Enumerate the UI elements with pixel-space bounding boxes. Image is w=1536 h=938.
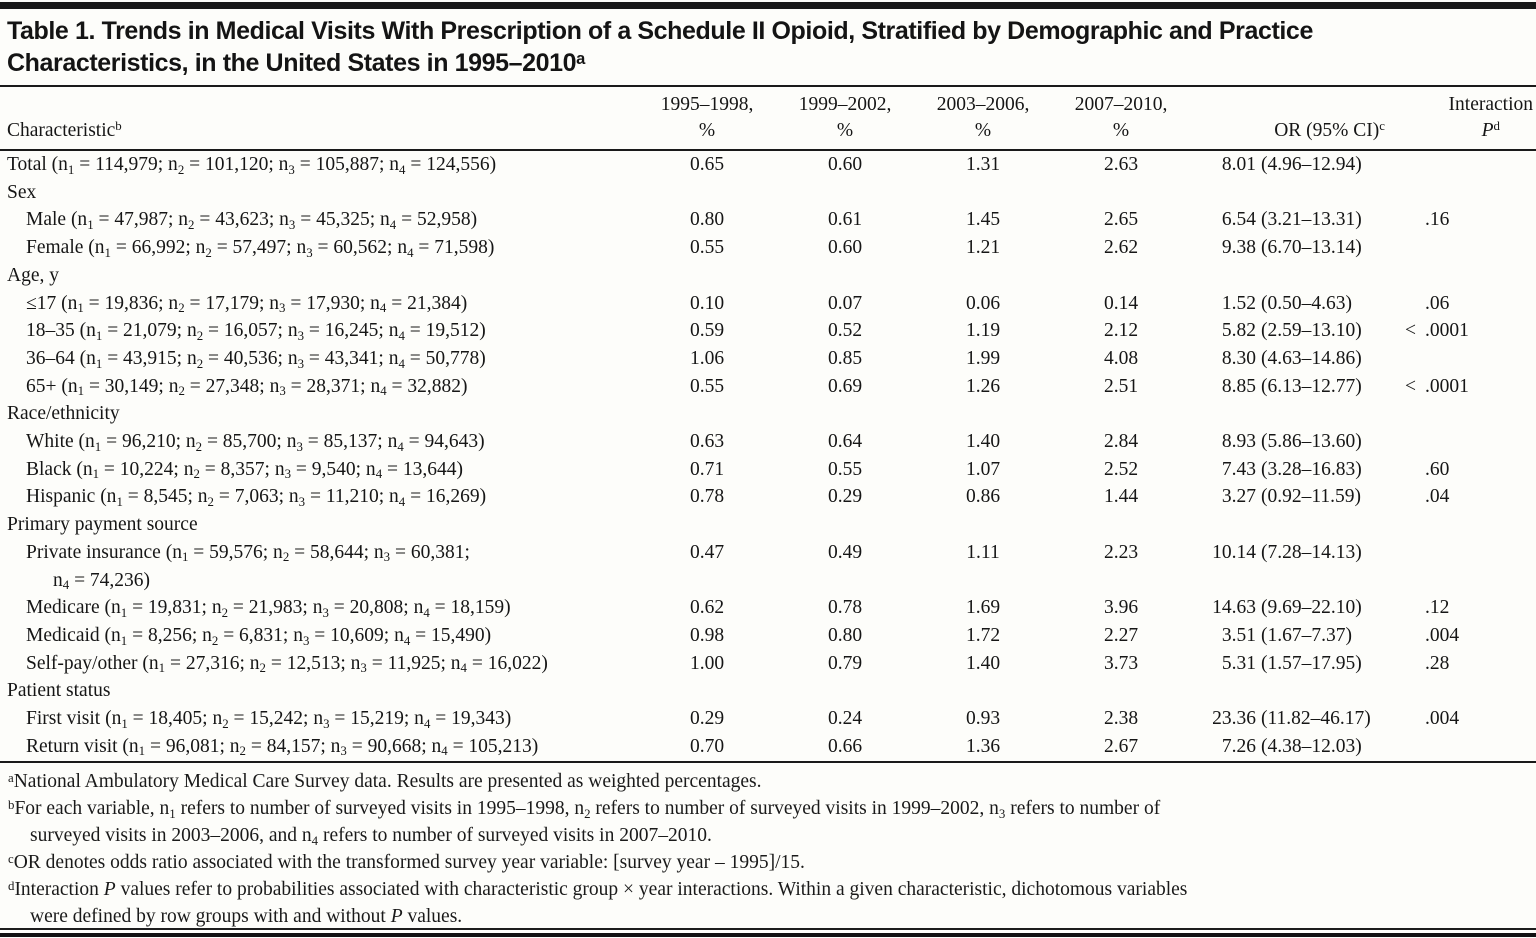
col-header-characteristic: Characteristic$^b$ [0, 87, 638, 150]
cell-period-4-pct: 3.73 [1103, 652, 1139, 674]
table-row [0, 594, 1536, 622]
cell-period-1-pct: 0.65 [689, 154, 725, 175]
cell-period-2-pct: 0.85 [827, 347, 863, 369]
cell-period-3-pct [914, 677, 1052, 705]
cell-period-2-pct: 0.60 [827, 154, 863, 175]
cell-period-3-pct: 0.93 [965, 708, 1001, 730]
cell-or-ci: 8.93 (5.86–13.60) [1221, 431, 1362, 453]
table-row [0, 206, 1536, 234]
row-label: Black ($n_1 = 10,224$; $n_2 = 8,357$; $n_3 = 9,540$; $n_4 = 13,644$) [26, 458, 463, 482]
cell-interaction-p [1397, 677, 1536, 705]
cell-period-4-pct [1052, 400, 1190, 428]
group-label: Sex [7, 181, 37, 203]
cell-period-2-pct: 0.52 [827, 320, 863, 342]
cell-period-2-pct: 0.80 [827, 624, 863, 646]
cell-period-4-pct [1052, 179, 1190, 207]
cell-period-2-pct: 0.24 [827, 708, 863, 730]
cell-period-2-pct [776, 400, 914, 428]
cell-or-ci: 7.26 (4.38–12.03) [1221, 735, 1362, 757]
cell-period-1-pct: 0.78 [689, 486, 725, 508]
table-row [0, 539, 1536, 594]
cell-period-3-pct: 0.86 [965, 486, 1001, 508]
cell-period-1-pct: 0.29 [689, 708, 725, 730]
cell-period-4-pct: 2.63 [1103, 154, 1139, 175]
cell-period-3-pct: 1.72 [965, 624, 1001, 646]
cell-period-2-pct: 0.55 [827, 458, 863, 480]
cell-period-3-pct: 1.69 [965, 597, 1001, 619]
cell-period-4-pct: 2.65 [1103, 209, 1139, 231]
top-rule [0, 2, 1536, 9]
cell-period-2-pct: 0.60 [827, 237, 863, 259]
cell-period-4-pct: 2.67 [1103, 735, 1139, 757]
cell-period-1-pct: 0.55 [689, 375, 725, 397]
cell-period-2-pct: 0.66 [827, 735, 863, 757]
cell-period-3-pct: 1.45 [965, 209, 1001, 231]
col-header-period-3: 2003–2006, % [914, 87, 1052, 150]
cell-period-2-pct: 0.79 [827, 652, 863, 674]
cell-period-4-pct: 2.51 [1103, 375, 1139, 397]
col-header-period-4: 2007–2010, % [1052, 87, 1190, 150]
cell-period-1-pct: 1.06 [689, 347, 725, 369]
table-row [0, 650, 1536, 678]
cell-period-4-pct: 3.96 [1103, 597, 1139, 619]
cell-period-1-pct: 0.59 [689, 320, 725, 342]
cell-period-3-pct: 1.40 [965, 652, 1001, 674]
group-row [0, 677, 1536, 705]
cell-period-2-pct [776, 677, 914, 705]
row-label: Return visit ($n_1 = 96,081$; $n_2 = 84,157$; $n_3 = 90,668$; $n_4 = 105,213$) [26, 735, 539, 759]
cell-period-1-pct [638, 262, 776, 290]
row-label: Medicaid ($n_1 = 8,256$; $n_2 = 6,831$; $n_3 = 10,609$; $n_4 = 15,490$) [26, 624, 492, 648]
cell-period-2-pct: 0.61 [827, 209, 863, 231]
cell-interaction-p: .004 [1425, 708, 1460, 730]
cell-interaction-p [1397, 179, 1536, 207]
group-row [0, 179, 1536, 207]
table-row [0, 345, 1536, 373]
cell-or-ci: 14.63 (9.69–22.10) [1212, 597, 1362, 619]
cell-period-1-pct: 0.70 [689, 735, 725, 757]
bottom-rule [0, 928, 1536, 937]
cell-or-ci: 6.54 (3.21–13.31) [1221, 209, 1362, 231]
group-row [0, 400, 1536, 428]
cell-period-1-pct: 0.55 [689, 237, 725, 259]
row-label: Total ($n_1 = 114,979$; $n_2 = 101,120$; $n_3 = 105,887$; $n_4 = 124,556$) [7, 154, 497, 177]
cell-period-3-pct: 1.21 [965, 237, 1001, 259]
cell-period-1-pct [638, 400, 776, 428]
table-row [0, 234, 1536, 262]
cell-period-2-pct: 0.69 [827, 375, 863, 397]
cell-interaction-p: .004 [1425, 624, 1460, 646]
cell-period-1-pct [638, 511, 776, 539]
cell-or-ci: 8.30 (4.63–14.86) [1221, 347, 1362, 369]
cell-or-ci: 3.51 (1.67–7.37) [1221, 624, 1352, 646]
table-row [0, 428, 1536, 456]
cell-period-3-pct: 1.40 [965, 431, 1001, 453]
row-label: ≤17 ($n_1 = 19,836$; $n_2 = 17,179$; $n_3 = 17,930$; $n_4 = 21,384$) [26, 292, 468, 316]
group-label: Race/ethnicity [7, 403, 120, 425]
cell-period-1-pct: 0.62 [689, 597, 725, 619]
cell-period-4-pct: 2.12 [1103, 320, 1139, 342]
row-label: Self-pay/other ($n_1 = 27,316$; $n_2 = 12,513$; $n_3 = 11,925$; $n_4 = 16,022$) [26, 652, 548, 676]
row-label: 18–35 ($n_1 = 21,079$; $n_2 = 16,057$; $n_3 = 16,245$; $n_4 = 19,512$) [26, 320, 486, 343]
cell-period-1-pct: 0.98 [689, 624, 725, 646]
cell-interaction-p: < .0001 [1405, 375, 1469, 397]
row-label: 36–64 ($n_1 = 43,915$; $n_2 = 40,536$; $n_3 = 43,341$; $n_4 = 50,778$) [26, 347, 486, 371]
cell-period-3-pct: 1.11 [966, 541, 1000, 563]
cell-period-1-pct: 0.80 [689, 209, 725, 231]
table-body [0, 150, 1536, 760]
cell-interaction-p [1397, 150, 1536, 179]
cell-or-ci: 8.01 (4.96–12.94) [1221, 154, 1362, 175]
cell-interaction-p [1397, 234, 1536, 262]
footnote: $^b$For each variable, $n_1$ refers to number of surveyed visits in 1995–1998, $n_2$ refers to number of surveyed visits in 1999–2002, $n_3$ refers to number of surveyed visits in 2003–2006, and $n_4$ refers to number of surveyed visits in 2007–2010. [8, 797, 1161, 849]
table-row [0, 373, 1536, 401]
row-label: Medicare ($n_1 = 19,831$; $n_2 = 21,983$; $n_3 = 20,808$; $n_4 = 18,159$) [26, 597, 511, 620]
table-row [0, 705, 1536, 733]
cell-period-4-pct: 2.27 [1103, 624, 1139, 646]
cell-interaction-p: .06 [1425, 292, 1450, 314]
cell-interaction-p: < .0001 [1405, 320, 1469, 342]
group-label: Age, y [7, 264, 59, 286]
cell-period-3-pct [914, 511, 1052, 539]
table-row [0, 483, 1536, 511]
cell-interaction-p: .60 [1425, 458, 1450, 480]
row-label: Male ($n_1 = 47,987$; $n_2 = 43,623$; $n_3 = 45,325$; $n_4 = 52,958$) [26, 209, 478, 232]
cell-period-4-pct: 1.44 [1103, 486, 1139, 508]
cell-or-ci: 5.82 (2.59–13.10) [1221, 320, 1362, 342]
row-label: Female ($n_1 = 66,992$; $n_2 = 57,497$; $n_3 = 60,562$; $n_4 = 71,598$) [26, 237, 495, 260]
cell-period-2-pct [776, 179, 914, 207]
cell-period-4-pct [1052, 511, 1190, 539]
cell-interaction-p [1397, 733, 1536, 761]
cell-period-3-pct: 0.06 [965, 292, 1001, 314]
row-label: First visit ($n_1 = 18,405$; $n_2 = 15,242$; $n_3 = 15,219$; $n_4 = 19,343$) [26, 708, 512, 731]
cell-period-4-pct: 0.14 [1103, 292, 1139, 314]
cell-or-ci: 10.14 (7.28–14.13) [1212, 541, 1362, 563]
cell-period-3-pct: 1.31 [965, 154, 1001, 175]
footnote: $^a$National Ambulatory Medical Care Survey data. Results are presented as weighted percentages. [8, 770, 762, 793]
group-row [0, 511, 1536, 539]
footnotes [0, 763, 1536, 930]
cell-interaction-p: .28 [1425, 652, 1450, 674]
cell-period-1-pct [638, 179, 776, 207]
cell-or-ci: 8.85 (6.13–12.77) [1221, 375, 1362, 397]
cell-period-3-pct: 1.19 [965, 320, 1001, 342]
table-row [0, 290, 1536, 318]
cell-period-4-pct [1052, 677, 1190, 705]
cell-period-1-pct: 0.47 [689, 541, 725, 563]
data-table [0, 87, 1536, 760]
cell-period-4-pct: 2.84 [1103, 431, 1139, 453]
group-label: Patient status [7, 680, 111, 702]
cell-interaction-p: .04 [1425, 486, 1450, 508]
cell-or-ci: 9.38 (6.70–13.14) [1221, 237, 1362, 259]
row-label: $65+ (n_1 = 30,149$; $n_2 = 27,348$; $n_3 = 28,371$; $n_4 = 32,882$) [26, 375, 468, 399]
cell-or-ci [1190, 179, 1397, 207]
cell-period-2-pct: 0.49 [827, 541, 863, 563]
cell-interaction-p [1397, 400, 1536, 428]
cell-period-3-pct [914, 400, 1052, 428]
cell-period-1-pct: 1.00 [689, 652, 725, 674]
row-label: White ($n_1 = 96,210$; $n_2 = 85,700$; $n_3 = 85,137$; $n_4 = 94,643$) [26, 431, 485, 454]
cell-period-2-pct: 0.07 [827, 292, 863, 314]
cell-period-2-pct: 0.29 [827, 486, 863, 508]
cell-period-3-pct: 1.36 [965, 735, 1001, 757]
cell-or-ci [1190, 262, 1397, 290]
cell-or-ci: 5.31 (1.57–17.95) [1221, 652, 1362, 674]
cell-interaction-p [1397, 539, 1536, 594]
header-row [0, 87, 1536, 150]
cell-interaction-p: .16 [1425, 209, 1450, 231]
cell-period-3-pct: 1.07 [965, 458, 1001, 480]
cell-period-4-pct: 2.38 [1103, 708, 1139, 730]
col-header-period-2: 1999–2002, % [776, 87, 914, 150]
footnote: $^d$Interaction P values refer to probabilities associated with characteristic group × year interactions. Within a given characteristic, dichotomous variables were defined by row groups with and without P values. [8, 878, 1188, 928]
cell-or-ci [1190, 511, 1397, 539]
cell-period-3-pct [914, 262, 1052, 290]
footnote: $^c$OR denotes odds ratio associated with the transformed survey year variable: [survey year – 1995]/15. [8, 851, 805, 874]
table-row [0, 317, 1536, 345]
cell-period-2-pct [776, 511, 914, 539]
cell-period-4-pct: 2.62 [1103, 237, 1139, 259]
cell-period-3-pct: 1.26 [965, 375, 1001, 397]
group-row [0, 262, 1536, 290]
col-header-or: OR (95% CI)$^c$ [1190, 87, 1397, 150]
table-row [0, 733, 1536, 761]
cell-period-2-pct: 0.64 [827, 431, 863, 453]
cell-period-1-pct: 0.10 [689, 292, 725, 314]
table-title: Table 1. Trends in Medical Visits With Prescription of a Schedule II Opioid, Stratified by Demographic and Practice Characteristics, in the United States in 1995–2010$^a$ [7, 17, 1313, 77]
col-header-interaction-p: Interaction $P^d$ [1397, 87, 1536, 150]
cell-interaction-p [1397, 511, 1536, 539]
cell-period-2-pct: 0.78 [827, 597, 863, 619]
cell-period-4-pct [1052, 262, 1190, 290]
row-label: Hispanic ($n_1 = 8,545$; $n_2 = 7,063$; $n_3 = 11,210$; $n_4 = 16,269$) [26, 486, 487, 510]
row-label: Private insurance ($n_1 = 59,576$; $n_2 = 58,644$; $n_3 = 60,381$; $n_4 = 74,236$) [26, 541, 470, 593]
cell-or-ci: 1.52 (0.50–4.63) [1221, 292, 1352, 314]
cell-or-ci [1190, 400, 1397, 428]
cell-interaction-p [1397, 345, 1536, 373]
cell-period-3-pct [914, 179, 1052, 207]
cell-period-4-pct: 2.52 [1103, 458, 1139, 480]
cell-period-1-pct: 0.63 [689, 431, 725, 453]
cell-period-3-pct: 1.99 [965, 347, 1001, 369]
table-row [0, 622, 1536, 650]
col-header-period-1: 1995–1998, % [638, 87, 776, 150]
cell-period-1-pct [638, 677, 776, 705]
cell-period-4-pct: 2.23 [1103, 541, 1139, 563]
cell-period-4-pct: 4.08 [1103, 347, 1139, 369]
cell-interaction-p [1397, 262, 1536, 290]
cell-or-ci: 7.43 (3.28–16.83) [1221, 458, 1362, 480]
group-label: Primary payment source [7, 514, 198, 536]
table-row [0, 150, 1536, 179]
cell-interaction-p [1397, 428, 1536, 456]
cell-or-ci [1190, 677, 1397, 705]
cell-period-1-pct: 0.71 [689, 458, 725, 480]
cell-or-ci: 23.36 (11.82–46.17) [1212, 708, 1371, 730]
table-row [0, 456, 1536, 484]
cell-or-ci: 3.27 (0.92–11.59) [1221, 486, 1362, 508]
cell-interaction-p: .12 [1425, 597, 1450, 619]
cell-period-2-pct [776, 262, 914, 290]
